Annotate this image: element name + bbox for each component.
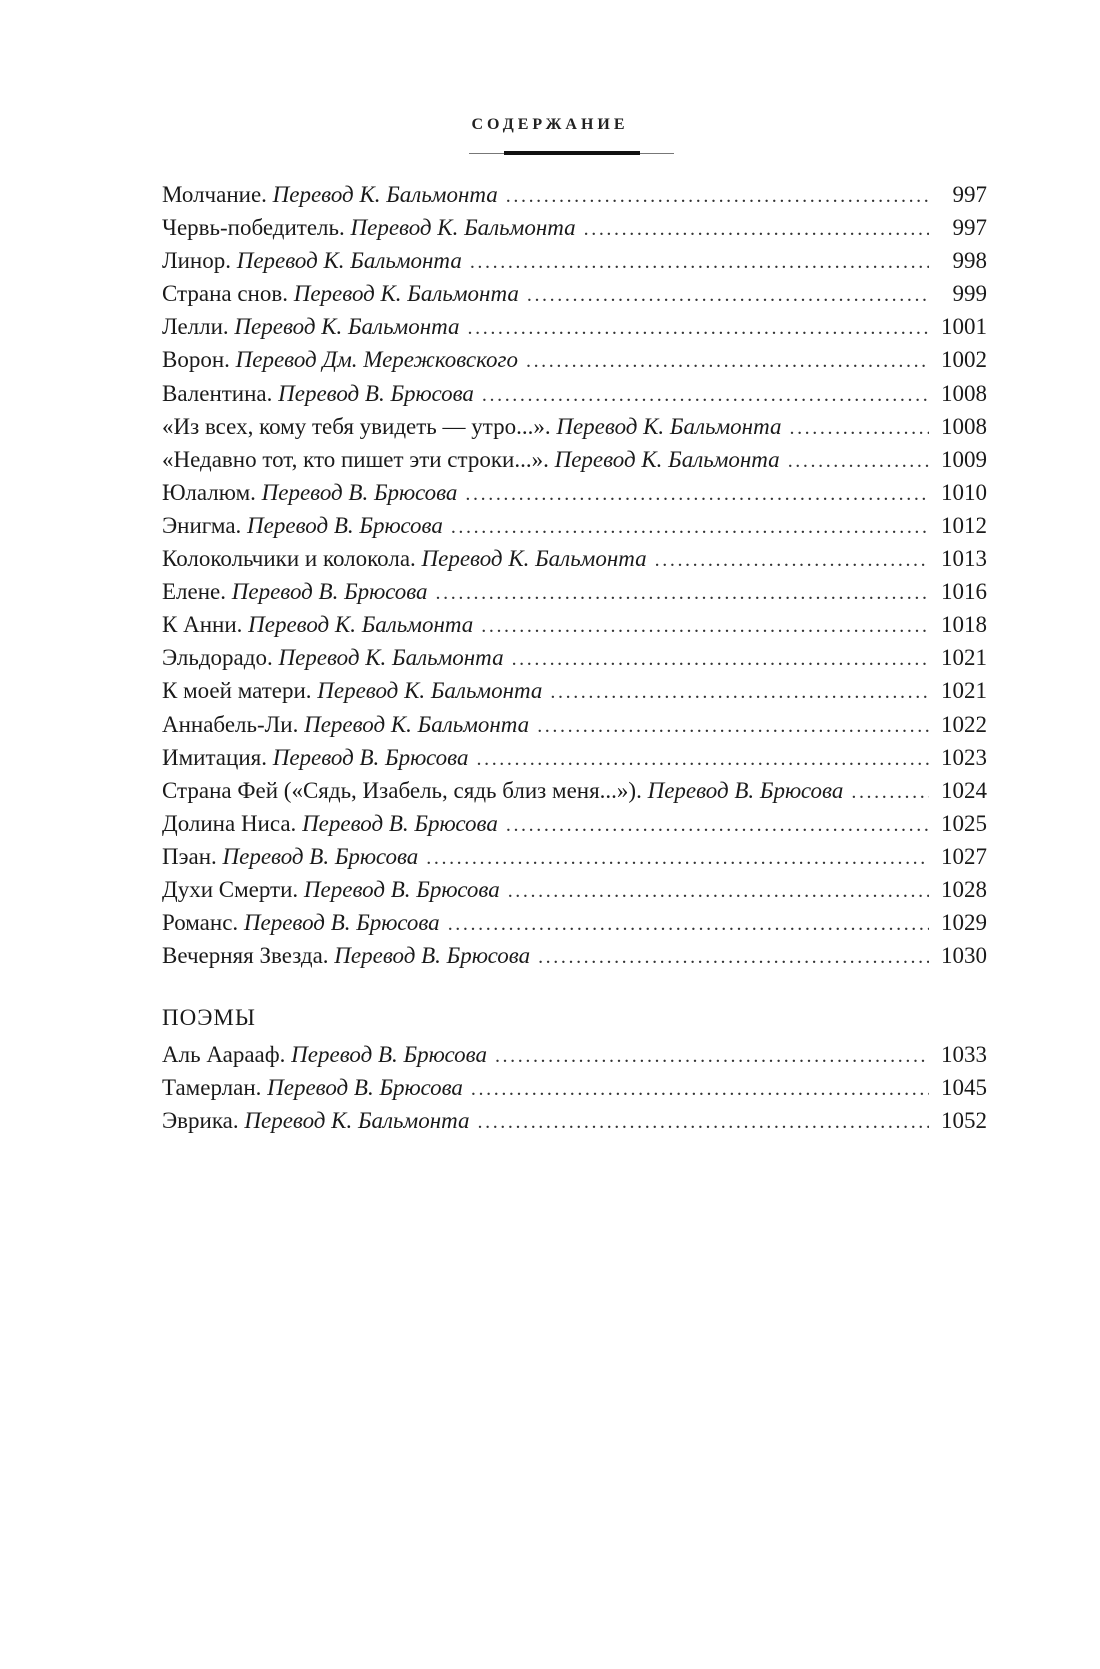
entry-translator: Перевод В. Брюсова xyxy=(247,512,443,538)
entry-title: Страна снов. xyxy=(162,281,288,307)
entry-translator: Перевод К. Бальмонта xyxy=(248,612,474,638)
dot-leader xyxy=(526,345,929,376)
entry-translator: Перевод В. Брюсова xyxy=(261,479,458,505)
entry-page-number: 1002 xyxy=(941,347,987,373)
entry-title: Линор. xyxy=(162,248,231,274)
toc-entry[interactable] xyxy=(162,807,987,840)
entry-title: «Недавно тот, кто пишет эти строки...». xyxy=(162,446,549,472)
entry-translator: Перевод В. Брюсова xyxy=(231,579,428,605)
toc-entry[interactable] xyxy=(162,840,987,873)
entry-translator: Перевод В. Брюсова xyxy=(267,1075,463,1101)
entry-translator: Перевод В. Брюсова xyxy=(647,777,844,803)
entry-page-number: 1009 xyxy=(941,446,987,472)
entry-page-number: 1027 xyxy=(941,843,987,869)
entry-page-number: 1008 xyxy=(941,413,987,439)
entry-translator: Перевод К. Бальмонта xyxy=(304,711,530,737)
entry-title: Колокольчики и колокола. xyxy=(162,546,416,572)
entry-page-number: 1045 xyxy=(941,1075,987,1101)
entry-translator: Перевод К. Бальмонта xyxy=(278,645,504,671)
dot-leader xyxy=(468,312,929,343)
toc-entry[interactable] xyxy=(162,939,987,972)
dot-leader xyxy=(477,743,930,774)
entry-translator: Перевод В. Брюсова xyxy=(334,943,531,969)
entry-title: Энигма. xyxy=(162,512,242,538)
entry-translator: Перевод В. Брюсова xyxy=(222,843,419,869)
toc-entry[interactable] xyxy=(162,1104,987,1137)
entry-page-number: 1029 xyxy=(941,910,987,936)
entry-title: Ворон. xyxy=(162,347,230,373)
table-of-contents xyxy=(162,178,987,1138)
entry-page-number: 1021 xyxy=(941,678,987,704)
entry-translator: Перевод К. Бальмонта xyxy=(554,446,780,472)
toc-entry[interactable] xyxy=(162,178,987,211)
toc-entry[interactable] xyxy=(162,509,987,542)
entry-page-number: 1018 xyxy=(941,612,987,638)
dot-leader xyxy=(448,908,929,939)
entry-title: К Анни. xyxy=(162,612,243,638)
dot-leader xyxy=(482,379,929,410)
entry-title: Червь-победитель. xyxy=(162,215,345,241)
toc-entry[interactable] xyxy=(162,641,987,674)
dot-leader xyxy=(851,776,929,807)
entry-title: К моей матери. xyxy=(162,678,312,704)
dot-leader xyxy=(471,1073,929,1104)
running-head: СОДЕРЖАНИЕ xyxy=(471,116,629,133)
dot-leader xyxy=(426,842,929,873)
toc-entry[interactable] xyxy=(162,277,987,310)
dot-leader xyxy=(508,875,929,906)
entry-title: Вечерняя Звезда. xyxy=(162,943,329,969)
toc-entry[interactable] xyxy=(162,774,987,807)
toc-entry[interactable] xyxy=(162,575,987,608)
toc-entry[interactable] xyxy=(162,377,987,410)
poems-list xyxy=(162,178,987,972)
entry-page-number: 1013 xyxy=(941,546,987,572)
toc-entry[interactable] xyxy=(162,1038,987,1071)
entry-title: Тамерлан. xyxy=(162,1075,262,1101)
entry-page-number: 1033 xyxy=(941,1042,987,1068)
entry-page-number: 1022 xyxy=(941,711,987,737)
entry-title: Аль Аарааф. xyxy=(162,1042,286,1068)
toc-entry[interactable] xyxy=(162,211,987,244)
entry-page-number: 1030 xyxy=(941,943,987,969)
toc-entry[interactable] xyxy=(162,310,987,343)
entry-title: Духи Смерти. xyxy=(162,876,299,902)
dot-leader xyxy=(527,279,929,310)
toc-entry[interactable] xyxy=(162,708,987,741)
toc-entry[interactable] xyxy=(162,674,987,707)
entry-page-number: 1021 xyxy=(941,645,987,671)
entry-page-number: 1025 xyxy=(941,810,987,836)
entry-title: Страна Фей («Сядь, Изабель, сядь близ меня...»). xyxy=(162,777,642,803)
entry-page-number: 1028 xyxy=(941,876,987,902)
dot-leader xyxy=(436,577,929,608)
entry-title: Пэан. xyxy=(162,843,217,869)
dot-leader xyxy=(789,412,929,443)
entry-page-number: 1001 xyxy=(941,314,987,340)
entry-title: Эльдорадо. xyxy=(162,645,273,671)
toc-entry[interactable] xyxy=(162,741,987,774)
toc-entry[interactable] xyxy=(162,343,987,376)
dot-leader xyxy=(465,478,929,509)
dot-leader xyxy=(512,643,929,674)
dot-leader xyxy=(538,941,929,972)
section-heading-poems: ПОЭМЫ xyxy=(162,1005,256,1031)
entry-translator: Перевод К. Бальмонта xyxy=(421,546,647,572)
entry-page-number: 998 xyxy=(952,248,987,274)
running-head-rule-accent xyxy=(504,151,640,155)
entry-page-number: 1012 xyxy=(941,512,987,538)
entry-title: Романс. xyxy=(162,910,239,936)
dot-leader xyxy=(506,809,929,840)
dot-leader xyxy=(481,610,929,641)
entry-title: «Из всех, кому тебя увидеть — утро...». xyxy=(162,413,551,439)
entry-title: Валентина. xyxy=(162,380,273,406)
entry-title: Имитация. xyxy=(162,744,267,770)
entry-title: Долина Ниса. xyxy=(162,810,297,836)
long-poems-list xyxy=(162,1038,987,1137)
toc-entry[interactable] xyxy=(162,244,987,277)
dot-leader xyxy=(495,1040,929,1071)
dot-leader xyxy=(506,180,929,211)
entry-translator: Перевод В. Брюсова xyxy=(278,380,474,406)
entry-translator: Перевод К. Бальмонта xyxy=(293,281,519,307)
entry-title: Елене. xyxy=(162,579,227,605)
entry-translator: Перевод В. Брюсова xyxy=(303,876,500,902)
entry-page-number: 1023 xyxy=(941,744,987,770)
toc-entry[interactable] xyxy=(162,873,987,906)
dot-leader xyxy=(537,710,929,741)
toc-entry[interactable] xyxy=(162,410,987,443)
dot-leader xyxy=(470,246,929,277)
entry-translator: Перевод К. Бальмонта xyxy=(317,678,543,704)
toc-entry[interactable] xyxy=(162,476,987,509)
entry-translator: Перевод К. Бальмонта xyxy=(350,215,576,241)
toc-entry[interactable] xyxy=(162,906,987,939)
entry-page-number: 999 xyxy=(952,281,987,307)
dot-leader xyxy=(550,676,929,707)
entry-translator: Перевод К. Бальмонта xyxy=(556,413,782,439)
entry-translator: Перевод В. Брюсова xyxy=(243,910,440,936)
entry-page-number: 1010 xyxy=(941,479,987,505)
dot-leader xyxy=(788,445,929,476)
entry-title: Молчание. xyxy=(162,182,267,207)
dot-leader xyxy=(655,544,929,575)
entry-translator: Перевод В. Брюсова xyxy=(272,744,469,770)
entry-page-number: 997 xyxy=(952,215,987,241)
toc-entry[interactable] xyxy=(162,608,987,641)
entry-title: Юлалюм. xyxy=(162,479,256,505)
entry-title: Лелли. xyxy=(162,314,229,340)
entry-translator: Перевод К. Бальмонта xyxy=(244,1108,470,1134)
entry-translator: Перевод Дм. Мережковского xyxy=(235,347,518,373)
entry-title: Эврика. xyxy=(162,1108,239,1134)
dot-leader xyxy=(451,511,929,542)
entry-page-number: 1052 xyxy=(941,1108,987,1134)
entry-title: Аннабель-Ли. xyxy=(162,711,299,737)
entry-page-number: 997 xyxy=(952,182,987,207)
entry-translator: Перевод К. Бальмонта xyxy=(272,182,498,207)
entry-translator: Перевод К. Бальмонта xyxy=(234,314,460,340)
entry-page-number: 1016 xyxy=(941,579,987,605)
dot-leader xyxy=(478,1106,930,1137)
entry-translator: Перевод В. Брюсова xyxy=(302,810,498,836)
dot-leader xyxy=(584,213,929,244)
entry-translator: Перевод К. Бальмонта xyxy=(236,248,462,274)
toc-entry[interactable] xyxy=(162,443,987,476)
entry-page-number: 1024 xyxy=(941,777,987,803)
entry-translator: Перевод В. Брюсова xyxy=(291,1042,487,1068)
toc-entry[interactable] xyxy=(162,542,987,575)
toc-entry[interactable] xyxy=(162,1071,987,1104)
entry-page-number: 1008 xyxy=(941,380,987,406)
